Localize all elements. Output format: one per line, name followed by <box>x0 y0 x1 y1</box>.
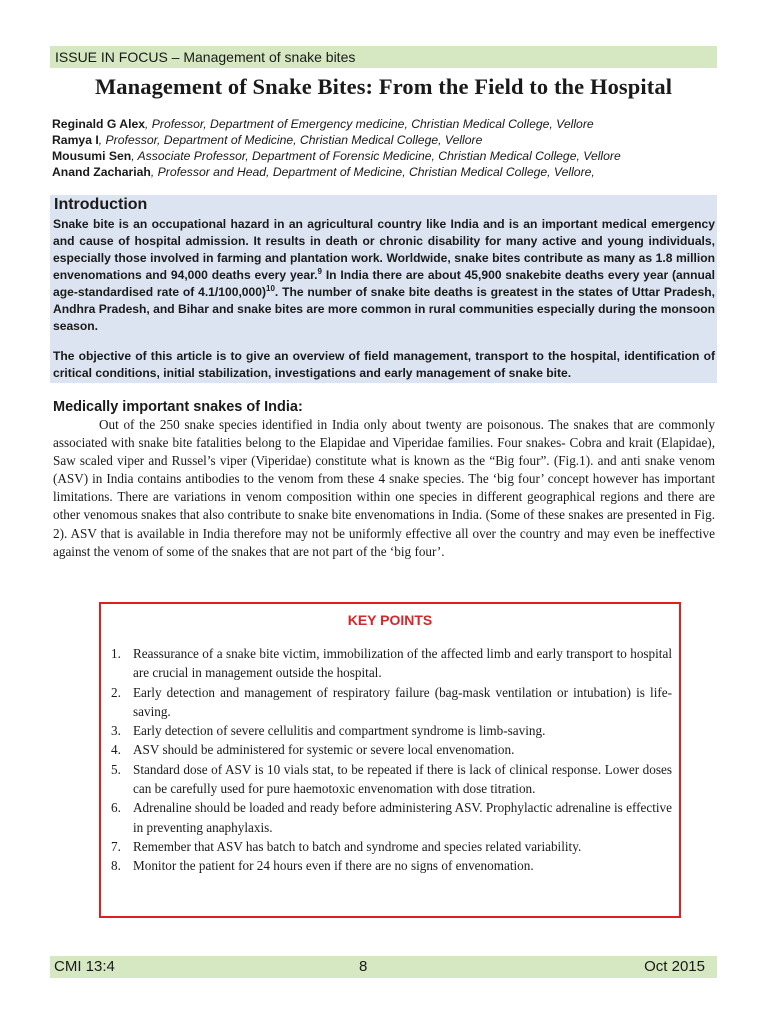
author-name: Reginald G Alex <box>52 117 146 131</box>
issue-header-bar <box>50 46 717 68</box>
key-point-text: Adrenaline should be loaded and ready before administering ASV. Prophylactic adrenaline is effective in preventing anaphylaxis. <box>133 800 672 835</box>
author-affiliation: , Professor and Head, Department of Medicine, Christian Medical College, Vellore, <box>150 165 595 179</box>
key-point-text: Early detection and management of respiratory failure (bag-mask ventilation or intubation) is life-saving. <box>133 684 672 719</box>
author-affiliation: , Associate Professor, Department of Forensic Medicine, Christian Medical College, Vellore <box>131 149 621 163</box>
introduction-heading: Introduction <box>54 196 148 213</box>
key-point-number: 1. <box>111 646 121 661</box>
key-point-text: Reassurance of a snake bite victim, immobilization of the affected limb and early transport to hospital are crucial in management outside the hospital. <box>133 646 672 681</box>
page-number: 8 <box>359 958 368 975</box>
key-point-number: 3. <box>111 723 121 739</box>
author-name: Anand Zachariah <box>52 165 151 179</box>
key-point-text: Remember that ASV has batch to batch and syndrome and species related variability. <box>133 838 582 854</box>
intro-text-part: . The number of snake bite deaths is greatest in the states of Uttar Pradesh, Andhra Pradesh, and Bihar and snake bites are more common in rural communities especially during the monsoon season. <box>53 285 715 333</box>
section-body <box>53 416 715 561</box>
author-list <box>52 116 722 180</box>
key-point <box>108 644 672 683</box>
key-points-list <box>108 644 672 876</box>
intro-text-part: Snake bite is an occupational hazard in an agricultural country like India and is an important medical emergency and cause of hospital admission. It results in death or chronic disability for many active and young individuals, especially those involved in farming and plantation work. Worldwide, snake bites contribute as many as 1.8 million envenomations and 94,000 deaths every year. <box>53 217 715 282</box>
key-point <box>108 721 672 740</box>
key-point-number: 6. <box>111 800 121 816</box>
key-point <box>108 740 672 759</box>
key-point <box>108 760 672 799</box>
key-point <box>108 683 672 722</box>
key-point-number: 8. <box>111 858 121 874</box>
key-point-text: Standard dose of ASV is 10 vials stat, to be repeated if there is lack of clinical response. Lower doses can be carefully used for pure haemotoxic envenomation with dose titration. <box>133 761 672 797</box>
key-point <box>108 856 672 875</box>
key-point-number: 2. <box>111 684 121 700</box>
issue-label: ISSUE IN FOCUS – Management of snake bites <box>55 49 356 65</box>
author-affiliation: , Professor, Department of Medicine, Christian Medical College, Vellore <box>98 133 483 147</box>
journal-issue: CMI 13:4 <box>54 958 115 975</box>
objective-paragraph: The objective of this article is to give an overview of field management, transport to the hospital, identification of critical conditions, initial stabilization, investigations and early management of snake bite. <box>53 349 715 380</box>
footer-bar <box>50 956 717 978</box>
reference-9: 9 <box>317 266 322 276</box>
author-line <box>52 148 722 164</box>
section-heading: Medically important snakes of India: <box>53 399 303 415</box>
intro-text-part: In India there are about 45,900 snakebite deaths every year (annual age-standardised rate of 4.1/100,000) <box>53 268 715 299</box>
author-line <box>52 116 722 132</box>
key-point-text: Early detection of severe cellulitis and compartment syndrome is limb-saving. <box>133 723 546 739</box>
key-point-number: 5. <box>111 761 121 777</box>
issue-date: Oct 2015 <box>644 958 705 975</box>
author-line <box>52 164 722 180</box>
author-name: Ramya I <box>52 133 99 147</box>
key-point-text: Monitor the patient for 24 hours even if there are no signs of envenomation. <box>133 858 534 874</box>
introduction-paragraph <box>53 216 715 335</box>
author-affiliation: , Professor, Department of Emergency medicine, Christian Medical College, Vellore <box>145 117 594 131</box>
key-point <box>108 837 672 856</box>
author-line <box>52 132 722 148</box>
section-body-text: Out of the 250 snake species identified in India only about twenty are poisonous. The snakes that are commonly associated with snake bite fatalities belong to the Elapidae and Viperidae families. Four snakes- Cobra and krait (Elapidae), Saw scaled viper and Russel’s viper (Viperidae) constitute what is known as the “Big four”. (Fig.1). and anti snake venom (ASV) in India contains antibodies to the venom from these 4 snake species. The ‘big four’ concept however has important limitations. There are variations in venom composition within one species in different geographical regions and there are other venomous snakes that also contribute to snake bite envenomations in India. (Some of these snakes are presented in Fig. 2). ASV that is available in India therefore may not be uniformly effective all over the country and may even be ineffective against the venom of some of the snakes that are not part of the ‘big four’. <box>53 417 715 559</box>
key-point-number: 4. <box>111 742 121 758</box>
author-name: Mousumi Sen <box>52 149 132 163</box>
key-point-number: 7. <box>111 838 121 854</box>
key-point <box>108 798 672 837</box>
article-title: Management of Snake Bites: From the Field to the Hospital <box>94 74 673 99</box>
key-points-title: KEY POINTS <box>347 612 433 628</box>
reference-10: 10 <box>266 283 275 293</box>
key-point-text: ASV should be administered for systemic or severe local envenomation. <box>133 742 515 758</box>
